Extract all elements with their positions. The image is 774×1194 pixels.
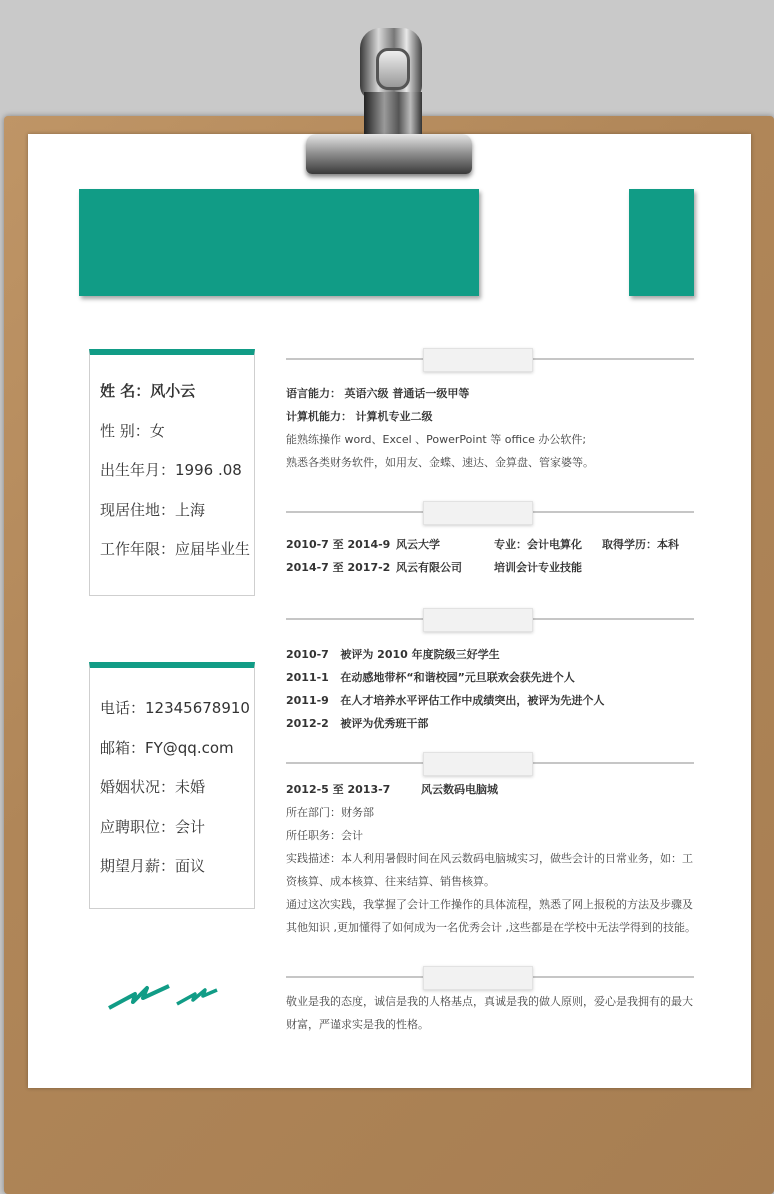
divider-tab (423, 752, 533, 776)
clip-ring-hole (376, 48, 410, 90)
education-major: 培训会计专业技能 (494, 561, 582, 574)
education-period: 2010-7 至 2014-9 (286, 538, 391, 551)
profile-name: 姓 名：风小云 (100, 382, 196, 400)
experience-desc: 资核算、成本核算、往来结算、销售核算。 (286, 875, 495, 888)
education-org: 风云有限公司 (396, 561, 462, 574)
self-eval-line: 财富，严谨求实是我的性格。 (286, 1018, 429, 1031)
binder-clip (296, 22, 476, 180)
award-item (286, 716, 696, 739)
award-date: 2011-1 (286, 671, 329, 684)
contact-marital: 婚姻状况：未婚 (100, 778, 206, 796)
education-period: 2014-7 至 2017-2 (286, 561, 391, 574)
divider-tab (423, 501, 533, 525)
experience-title: 所任职务：会计 (286, 829, 363, 842)
contact-card (89, 662, 255, 909)
education-row (286, 537, 696, 560)
education-org: 风云大学 (396, 538, 440, 551)
award-date: 2012-2 (286, 717, 329, 730)
skills-lang-value: 英语六级 普通话一级甲等 (344, 387, 470, 400)
skills-lang-label: 语言能力： (286, 387, 341, 400)
divider-tab (423, 348, 533, 372)
divider-tab (423, 608, 533, 632)
clip-base (306, 134, 472, 174)
education-row (286, 560, 696, 583)
award-item (286, 693, 696, 716)
profile-residence: 现居住地：上海 (100, 500, 206, 519)
award-date: 2010-7 (286, 648, 329, 661)
skills-computer-value: 计算机专业二级 (355, 410, 433, 423)
award-date: 2011-9 (286, 694, 329, 707)
section-divider-education (286, 501, 694, 525)
skills-finance-software: 熟悉各类财务软件，如用友、金蝶、速达、金算盘、管家婆等。 (286, 456, 594, 469)
section-divider-self-eval (286, 966, 694, 990)
contact-email: 邮箱：FY@qq.com (100, 738, 234, 757)
education-major: 专业：会计电算化 (494, 538, 582, 551)
section-divider-skills (286, 348, 694, 372)
education-section (286, 537, 696, 583)
section-divider-experience (286, 752, 694, 776)
award-text: 被评为优秀班干部 (340, 717, 429, 730)
experience-desc: 通过这次实践，我掌握了会计工作操作的具体流程，熟悉了网上报税的方法及步骤及 (286, 898, 693, 911)
section-divider-awards (286, 608, 694, 632)
experience-dept: 所在部门：财务部 (286, 806, 374, 819)
contact-salary: 期望月薪：面议 (100, 857, 206, 875)
profile-work-years: 工作年限：应届毕业生 (100, 540, 251, 558)
self-eval-line: 敬业是我的态度，诚信是我的人格基点，真诚是我的做人原则，爱心是我拥有的最大 (286, 995, 693, 1008)
divider-tab (423, 966, 533, 990)
experience-section (286, 782, 696, 943)
experience-company: 风云数码电脑城 (420, 783, 498, 796)
header-banner-left (79, 189, 479, 296)
experience-period: 2012-5 至 2013-7 (286, 783, 391, 796)
skills-section (286, 386, 696, 478)
header-banner-right (629, 189, 694, 296)
experience-desc: 实践描述：本人利用暑假时间在风云数码电脑城实习，做些会计的日常业务，如：工 (286, 852, 693, 865)
awards-section (286, 647, 696, 739)
self-eval-section (286, 994, 696, 1040)
award-text: 被评为 2010 年度院级三好学生 (340, 648, 500, 661)
skills-computer-label: 计算机能力： (286, 410, 352, 423)
profile-card (89, 349, 255, 596)
education-degree: 取得学历：本科 (602, 538, 679, 551)
contact-position: 应聘职位：会计 (100, 817, 206, 836)
award-text: 在人才培养水平评估工作中成绩突出，被评为先进个人 (340, 694, 605, 707)
award-text: 在动感地带杯“和谐校园”元旦联欢会获先进个人 (340, 671, 575, 684)
award-item (286, 670, 696, 693)
experience-header (286, 782, 696, 805)
profile-gender: 性 别：女 (100, 421, 165, 440)
skills-office: 能熟练操作 word、Excel 、PowerPoint 等 office 办公软件; (286, 433, 587, 446)
contact-phone: 电话：12345678910 (100, 699, 250, 717)
award-item (286, 647, 696, 670)
bird-decoration-icon (105, 984, 225, 1014)
profile-birth: 出生年月：1996 .08 (100, 461, 242, 479)
experience-desc: 其他知识 ,更加懂得了如何成为一名优秀会计 ,这些都是在学校中无法学得到的技能。 (286, 921, 696, 934)
